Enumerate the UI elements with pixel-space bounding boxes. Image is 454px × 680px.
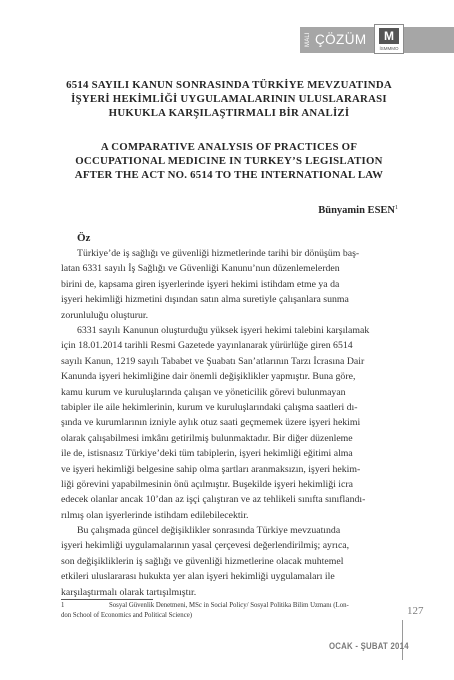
text-line: Kanunda işyeri hekimliğine dair önemli değişiklikler yapmıştır. Buna göre, bbox=[61, 371, 356, 383]
title-english bbox=[56, 140, 402, 183]
text-line: latan 6331 sayılı İş Sağlığı ve Güvenliği Kanunu’nun düzenlemelerden bbox=[61, 263, 340, 275]
section-small-label: MALİ bbox=[305, 32, 311, 47]
text-line: zorunluluğu oluşturur. bbox=[61, 309, 149, 321]
journal-logo bbox=[374, 24, 404, 54]
text-line: ile de, istisnasız Türkiye’deki tüm tabiplerin, işyeri hekimliği eğitimi alma bbox=[61, 448, 353, 460]
text-line: sayılı Kanun, 1219 sayılı Tababet ve Şuabatı San’atlarının Tarzı İcrasına Dair bbox=[61, 355, 365, 367]
text-line: kamu kurum ve kuruluşlarında çalışan ve yöneticilik görevi bulunmayan bbox=[61, 386, 346, 398]
footnote-text: Sosyal Güvenlik Denetmeni, MSc in Social Policy/ Sosyal Politika Bilim Uzmanı (Lon- bbox=[109, 602, 349, 609]
text-line: için 18.01.2014 tarihli Resmi Gazetede yayınlanarak yürürlüğe giren 6514 bbox=[61, 340, 353, 352]
abstract-paragraph-2 bbox=[61, 323, 403, 523]
section-title: ÇÖZÜM bbox=[315, 32, 367, 47]
logo-mark-text: M bbox=[384, 29, 394, 43]
text-line: liği görevini yapabilmesinin önü açılmıştır. Buşekilde işyeri hekimliği icra bbox=[61, 479, 353, 491]
text-line: Türkiye’de iş sağlığı ve güvenliği hizmetlerinde tarihi bir dönüşüm baş- bbox=[77, 248, 360, 259]
title-line: AFTER THE ACT NO. 6514 TO THE INTERNATIONAL LAW bbox=[74, 169, 384, 182]
text-line: rılmış olan işyerlerinde istihdam edilebilecektir. bbox=[61, 509, 249, 521]
abstract-paragraph-3 bbox=[61, 523, 403, 600]
text-line: olarak çalışabilmesi imkânı getirilmiş bulunmaktadır. Bir diğer düzenleme bbox=[61, 432, 353, 444]
title-line: A COMPARATIVE ANALYSIS OF PRACTICES OF bbox=[100, 141, 358, 153]
author bbox=[318, 205, 398, 216]
text-line: Bu çalışmada güncel değişiklikler sonrasında Türkiye mevzuatında bbox=[77, 525, 341, 536]
title-line: OCCUPATIONAL MEDICINE IN TURKEY’S LEGISLATION bbox=[75, 155, 383, 168]
text-line: birini de, kapsama giren işyerlerinde işyeri hekimi istihdam etme ya da bbox=[61, 278, 340, 290]
logo-subtext: İSMMMO bbox=[379, 46, 399, 51]
text-line: ve işyeri hekimliği belgesine sahip olma şartları aranmaksızın, işyeri hekim- bbox=[61, 463, 361, 475]
page-number: 127 bbox=[407, 605, 424, 617]
issue-label: OCAK - ŞUBAT 2014 bbox=[329, 641, 409, 652]
text-line: etkileri uluslararası hukukta yer alan işyeri hekimliği uygulamaları ile bbox=[61, 571, 335, 583]
text-line: edecek olanlar ancak 10’dan az işçi çalıştıran ve az tehlikeli sınıfta sınıflandı- bbox=[61, 494, 366, 506]
abstract-heading: Öz bbox=[77, 232, 91, 244]
text-line: şında ve kurumlarının izniyle aylık otuz saati geçmemek üzere işyeri hekimi bbox=[61, 417, 361, 429]
abstract-paragraph-1 bbox=[61, 246, 403, 323]
author-footnote-mark: 1 bbox=[395, 205, 398, 211]
text-line: karşılaştırmalı olarak tartışılmıştır. bbox=[61, 586, 197, 598]
footnote-number: 1 bbox=[61, 602, 65, 609]
footnote-divider bbox=[61, 599, 153, 600]
title-line: İŞYERİ HEKİMLİĞİ UYGULAMALARININ ULUSLARARASI bbox=[71, 93, 387, 106]
title-line: 6514 SAYILI KANUN SONRASINDA TÜRKİYE MEVZUATINDA bbox=[66, 79, 392, 91]
text-line: tabipler ile aile hekimlerinin, kurum ve kuruluşlarındaki çalışma saatleri dı- bbox=[61, 402, 358, 414]
logo-mark-icon bbox=[379, 28, 399, 44]
title-line: HUKUKLA KARŞILAŞTIRMALI BİR ANALİZİ bbox=[108, 107, 350, 120]
text-line: son değişikliklerin iş sağlığı ve güvenliği hizmetlerine olacak muhtemel bbox=[61, 555, 344, 567]
title-turkish bbox=[56, 78, 402, 121]
footnote-text: don School of Economics and Political Science) bbox=[61, 611, 192, 619]
text-line: 6331 sayılı Kanunun oluşturduğu yüksek işyeri hekimi talebini karşılamak bbox=[77, 325, 370, 336]
text-line: işyeri hekimliği uygulamalarının yasal çerçevesi değerlendirilmiş; ayrıca, bbox=[61, 540, 350, 552]
text-line: işyeri hekimliği hizmetini dışından satın alma suretiyle çalışanlara sunma bbox=[61, 294, 349, 306]
page-number-rule bbox=[402, 620, 403, 660]
footnote bbox=[61, 601, 403, 620]
author-name: Bünyamin ESEN bbox=[318, 205, 395, 216]
